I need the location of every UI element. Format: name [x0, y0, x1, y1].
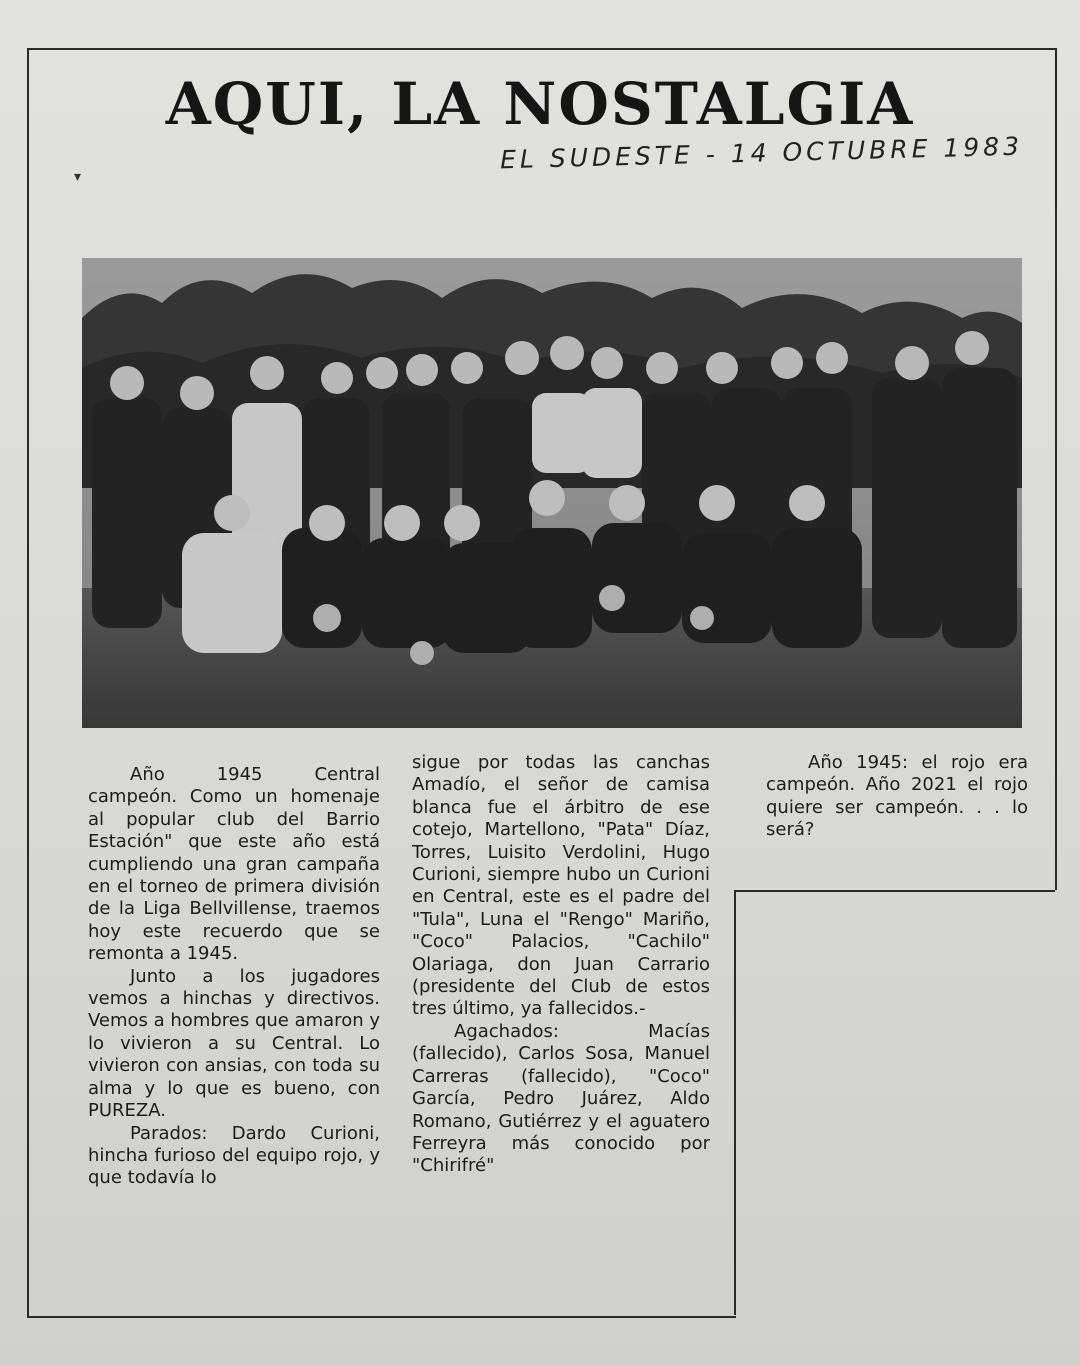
clipping-border-step: [734, 890, 1055, 892]
clipping-border-right-upper: [1055, 48, 1057, 890]
article-paragraph: Agachados: Macías (fallecido), Carlos Sosa, Manuel Carreras (fallecido), "Coco" García, Pedro Juárez, Aldo Romano, Gutiérrez y el aguatero Ferreyra más conocido por "Chirifré": [412, 1020, 710, 1177]
handwritten-date-note: EL SUDESTE - 14 OCTUBRE 1983: [499, 131, 1024, 175]
article-paragraph: Parados: Dardo Curioni, hincha furioso del equipo rojo, y que todavía lo: [88, 1122, 380, 1189]
article-paragraph: Junto a los jugadores vemos a hinchas y directivos. Vemos a hombres que amaron y lo vivieron a su Central. Lo vivieron con ansias, con toda su alma y lo que es bueno, con PUREZA.: [88, 965, 380, 1122]
headline: AQUI, LA NOSTALGIA: [165, 70, 915, 138]
team-photo: [82, 258, 1022, 728]
article-column-3: [766, 752, 1028, 842]
article-paragraph: Año 1945: el rojo era campeón. Año 2021 el rojo quiere ser campeón. . . lo será?: [766, 752, 1028, 841]
team-photo-illustration: [82, 258, 1022, 728]
article-paragraph: sigue por todas las canchas Amadío, el señor de camisa blanca fue el árbitro de ese cotejo, Martellono, "Pata" Díaz, Torres, Luisito Verdolini, Hugo Curioni, siempre hubo un Curioni en Central, este es el padre del "Tula", Luna el "Rengo" Mariño, "Coco" Palacios, "Cachilo" Olariaga, don Juan Carrario (presidente del Club de estos tres último, ya fallecidos.-: [412, 752, 710, 1020]
article-column-1: [88, 764, 380, 1190]
clipping-border-left: [27, 48, 29, 1318]
article-column-2: [412, 752, 710, 1178]
clipping-border-right-lower: [734, 890, 736, 1315]
clipping-border-top: [27, 48, 1055, 50]
corner-mark: ▾: [74, 168, 82, 184]
article-paragraph: Año 1945 Central campeón. Como un homenaje al popular club del Barrio Estación" que este año está cumpliendo una gran campaña en el torneo de primera división de la Liga Bellvillense, traemos hoy este recuerdo que se remonta a 1945.: [88, 764, 380, 965]
clipping-border-bottom: [27, 1316, 736, 1318]
